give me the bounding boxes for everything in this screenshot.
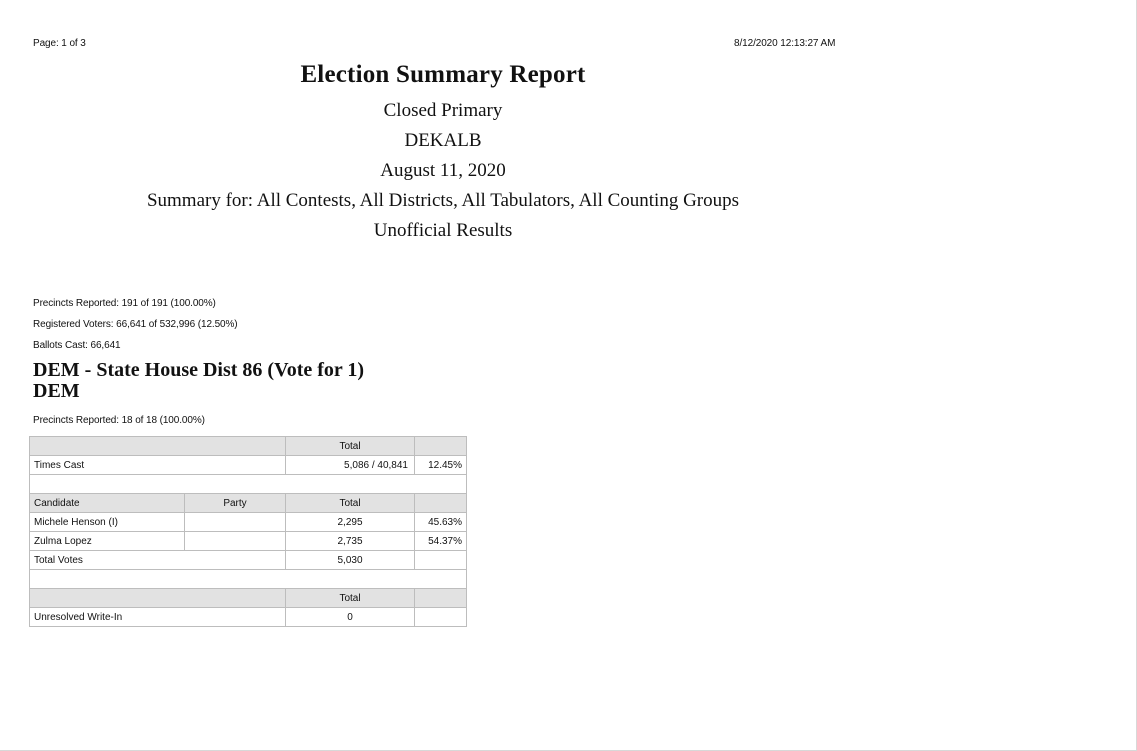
page-number: Page: 1 of 3	[33, 38, 86, 49]
times-cast-percent: 12.45%	[415, 456, 467, 475]
total-votes-label: Total Votes	[30, 551, 286, 570]
election-type: Closed Primary	[383, 100, 503, 121]
writein-total-header: Total	[286, 589, 415, 608]
candidate-percent: 54.37%	[415, 532, 467, 551]
writein-value: 0	[286, 608, 415, 627]
summary-scope: Summary for: All Contests, All Districts, All Tabulators, All Counting Groups	[146, 190, 740, 211]
party-column-header: Party	[185, 494, 286, 513]
times-cast-row	[30, 456, 467, 475]
total-votes-row	[30, 551, 467, 570]
writein-header-row	[30, 589, 467, 608]
total-column-header: Total	[286, 437, 415, 456]
candidate-name: Michele Henson (I)	[30, 513, 185, 532]
election-date: August 11, 2020	[380, 160, 506, 181]
contest-precincts-reported: Precincts Reported: 18 of 18 (100.00%)	[33, 415, 205, 426]
report-heading	[0, 58, 886, 246]
table-row	[30, 513, 467, 532]
results-table	[29, 436, 467, 627]
candidate-name: Zulma Lopez	[30, 532, 185, 551]
writein-row	[30, 608, 467, 627]
times-cast-value: 5,086 / 40,841	[286, 456, 415, 475]
county-name: DEKALB	[404, 130, 482, 151]
table-row	[30, 532, 467, 551]
candidate-percent: 45.63%	[415, 513, 467, 532]
contest-title	[33, 360, 364, 402]
overall-precincts-reported: Precincts Reported: 191 of 191 (100.00%)	[33, 298, 216, 309]
candidate-total: 2,295	[286, 513, 415, 532]
overall-stats	[33, 293, 238, 356]
candidate-column-header: Candidate	[30, 494, 185, 513]
results-status: Unofficial Results	[373, 220, 513, 241]
writein-label: Unresolved Write-In	[30, 608, 286, 627]
ballots-cast: Ballots Cast: 66,641	[33, 340, 121, 351]
contest-party: DEM	[33, 380, 80, 402]
report-title: Election Summary Report	[300, 61, 586, 88]
total-votes-value: 5,030	[286, 551, 415, 570]
candidate-party	[185, 513, 286, 532]
candidate-total: 2,735	[286, 532, 415, 551]
candidate-header-row	[30, 494, 467, 513]
registered-voters: Registered Voters: 66,641 of 532,996 (12.50%)	[33, 319, 238, 330]
times-cast-label: Times Cast	[30, 456, 286, 475]
contest-name: DEM - State House Dist 86 (Vote for 1)	[33, 359, 365, 381]
report-timestamp: 8/12/2020 12:13:27 AM	[734, 38, 836, 49]
candidate-total-header: Total	[286, 494, 415, 513]
candidate-party	[185, 532, 286, 551]
times-cast-header-row	[30, 437, 467, 456]
